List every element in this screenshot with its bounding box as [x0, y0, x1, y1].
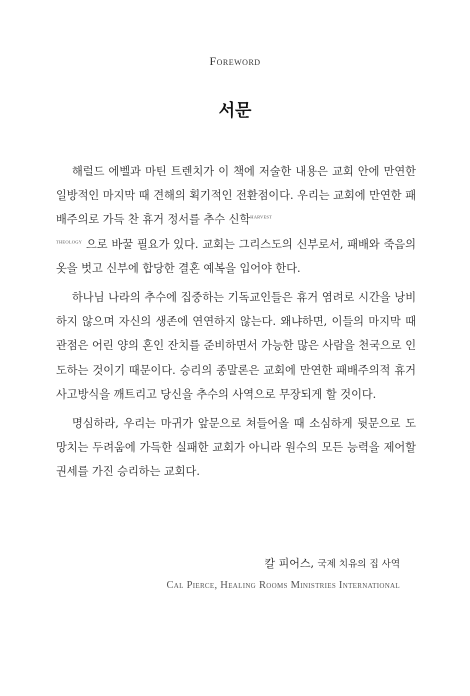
signature-name: 칼 피어스 [264, 557, 311, 570]
superscript-theology: THEOLOGY [56, 238, 83, 244]
paragraph-1-part-a: 해럴드 에벨과 마틴 트렌치가 이 책에 저술한 내용은 교회 안에 만연한 일방적인 마지막 때 견해의 획기적인 전환점이다. 우리는 교회에 만연한 패배주의로 가득 찬 휴거 정서를 추수 신학 [56, 165, 416, 227]
paragraph-3: 명심하라, 우리는 마귀가 앞문으로 쳐들어올 때 소심하게 뒷문으로 도망치는 두려움에 가득한 실패한 교회가 아니라 원수의 모든 능력을 제어할 권세를 가진 승리하는 교회다. [56, 417, 416, 479]
paragraph-1-part-b: 으로 바꿀 필요가 있다. 교회는 그리스도의 신부로서, 패배와 죽음의 옷을 벗고 신부에 합당한 결혼 예복을 입어야 한다. [56, 237, 416, 275]
signature-english: Cal Pierce, Healing Rooms Ministries International [166, 580, 400, 591]
foreword-body [56, 160, 416, 490]
superscript-harvest: HARVEST [250, 214, 273, 220]
signature-role: 국제 치유의 집 사역 [317, 559, 400, 570]
paragraph-2: 하나님 나라의 추수에 집중하는 기독교인들은 휴거 염려로 시간을 낭비하지 않으며 자신의 생존에 연연하지 않는다. 왜냐하면, 이들의 마지막 때 관점은 어린 양의 혼인 잔치를 준비하면서 가능한 많은 사람을 천국으로 인도하는 것이기 때문이다. 승리의 종말론은 교회에 만연한 패배주의적 휴거 사고방식을 깨트리고 당신을 추수의 사역으로 무장되게 할 것이다. [56, 291, 416, 401]
signature-line: 칼 피어스, 국제 치유의 집 사역 [264, 557, 400, 570]
page-title: 서문 [218, 101, 252, 121]
section-header: Foreword [209, 54, 261, 68]
paragraph-1 [56, 160, 416, 281]
